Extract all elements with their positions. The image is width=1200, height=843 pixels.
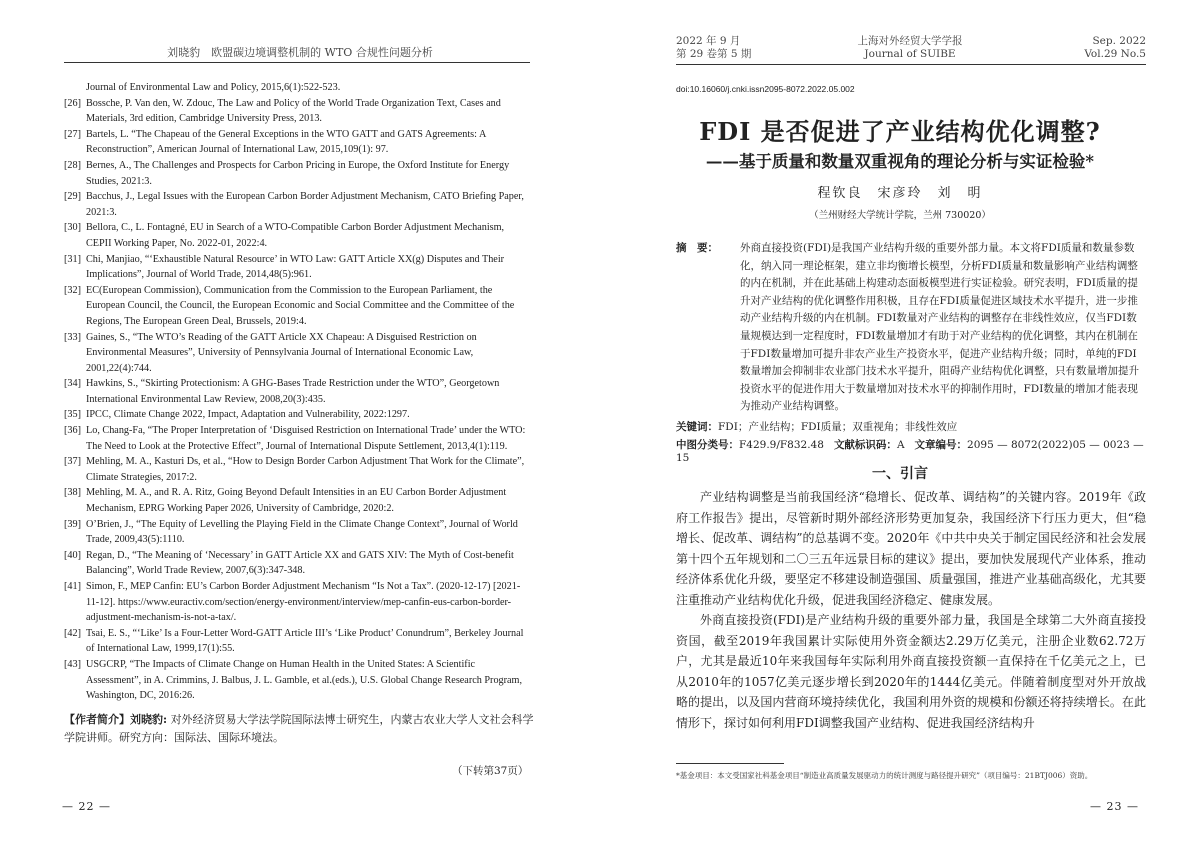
reference-number: [34] <box>64 378 81 390</box>
abstract <box>676 240 1146 416</box>
reference-number: [41] <box>64 581 81 592</box>
reference-list <box>64 80 530 704</box>
volume-en: Vol.29 No.5 <box>1084 48 1146 60</box>
reference-text: Bernes, A., The Challenges and Prospects for Carbon Pricing in Europe, the Oxford Institute for Energy Studies, 2021:3. <box>86 159 510 187</box>
reference-number: [42] <box>64 627 81 639</box>
reference-item <box>64 579 530 626</box>
article-id-label: 文章编号： <box>914 439 968 451</box>
reference-number: [37] <box>64 456 81 468</box>
issue-date-en: Sep. 2022 <box>1092 35 1146 47</box>
reference-text: Chi, Manjiao, “‘Exhaustible Natural Resource’ in WTO Law: GATT Article XX(g) Disputes and Their Implications”, Journal of World Trade, 2014,48(5):961. <box>86 253 505 281</box>
reference-text: Tsai, E. S., “‘Like’ Is a Four-Letter Word-GATT Article III’s ‘Like Product’ Conundrum”, Berkeley Journal of International Law, 1999,17(1):55. <box>86 627 524 655</box>
affiliation: （兰州财经大学统计学院，兰州 730020） <box>809 210 991 221</box>
article-title: FDI 是否促进了产业结构优化调整? <box>699 117 1101 146</box>
abstract-label: 摘 要： <box>676 242 718 254</box>
reference-number: [30] <box>64 222 81 234</box>
reference-item <box>64 158 530 189</box>
reference-number: [26] <box>64 97 81 109</box>
keywords-text: FDI；产业结构；FDI质量；双重视角；非线性效应 <box>718 421 958 433</box>
reference-text: Mehling, M. A., Kasturi Ds, et al., “How to Design Border Carbon Adjustment That Work for the Climate”, Climate Strategies, 2017:2. <box>86 456 525 483</box>
reference-item <box>64 517 530 548</box>
reference-item <box>64 626 530 657</box>
reference-text: EC(European Commission), Communication from the Commission to the European Parliament, the European Council, the Council, the European Economic and Social Committee and the Committee of the Regions, The European Green Deal, Brussels, 2019:4. <box>86 284 515 327</box>
author-bio-label: 【作者简介】刘晓豹: <box>64 713 168 726</box>
reference-item <box>64 252 530 283</box>
reference-text: O’Brien, J., “The Equity of Levelling the Playing Field in the Climate Change Context”, Journal of World Trade, 2009,43(5):1110. <box>86 518 518 546</box>
reference-number: [38] <box>64 487 81 499</box>
reference-item <box>64 189 530 220</box>
reference-text: Bossche, P. Van den, W. Zdouc, The Law and Policy of the World Trade Organization Text, Cases and Materials, 3rd edition, Cambridge University Press, 2013. <box>86 97 501 125</box>
abstract-text: 外商直接投资(FDI)是我国产业结构升级的重要外部力量。本文将FDI质量和数量参数化，纳入同一理论框架，建立非均衡增长模型，分析FDI质量和数量影响产业结构调整的内在机制，并在此基础上构建动态面板模型进行实证检验。研究表明，FDI质量的提升对产业结构的优化调整作用积极，且存在FDI质量促进区域技术水平提升，进一步推动产业结构升级的内在机制。FDI数量对产业结构的调整存在非线性效应，仅当FDI数量规模达到一定程度时，FDI数量增加才有助于对产业结构的优化调整，其内在机制在于FDI数量增加可提升非农产业生产投资水平，促进产业结构升级；同时，单纯的FDI数量增加会抑制非农业部门技术水平提升，阻碍产业结构优化调整，只有数量增加提升投资水平的促进作用大于数量增加对技术水平的抑制作用时，FDI数量的增加才能表现为推动产业结构调整。 <box>740 242 1139 413</box>
header-rule <box>64 62 530 63</box>
reference-number: [31] <box>64 253 81 265</box>
reference-item <box>64 220 530 251</box>
footnote-rule <box>676 763 784 764</box>
reference-number: [28] <box>64 159 81 171</box>
doi: doi:10.16060/j.cnki.issn2095-8072.2022.05.002 <box>676 84 855 94</box>
reference-text: Regan, D., “The Meaning of ‘Necessary’ in GATT Article XX and GATS XIV: The Myth of Cost-benefit Balancing”, World Trade Review, 2007,6(3):347-348. <box>86 549 514 577</box>
reference-number: [27] <box>64 128 81 140</box>
footnote: *基金项目：本文受国家社科基金项目“制造业高质量发展驱动力的统计测度与路径提升研究”（项目编号：21BTJ006）资助。 <box>676 771 1093 780</box>
volume-cn: 第 29 卷第 5 期 <box>676 48 752 60</box>
reference-text: Hawkins, S., “Skirting Protectionism: A GHG-Bases Trade Restriction under the WTO”, Georgetown International Environmental Law Review, 2008,20(3):435. <box>86 378 500 405</box>
reference-item <box>64 376 530 407</box>
reference-text: Lo, Chang-Fa, “The Proper Interpretation of ‘Disguised Restriction on International Trade’ under the WTO: The Need to Look at the Protective Effect”, Journal of International Dispute Settlement, 2013,4(1):119. <box>86 425 526 452</box>
doc-code-label: 文献标识码： <box>833 439 897 451</box>
reference-text: Bartels, L. “The Chapeau of the General Exceptions in the WTO GATT and GATS Agreements: A Reconstruction”, American Journal of International Law, 2015,109(1): 97. <box>86 128 486 156</box>
reference-text: Journal of Environmental Law and Policy, 2015,6(1):522-523. <box>86 82 341 93</box>
reference-number: [36] <box>64 425 81 437</box>
reference-item <box>64 407 530 423</box>
reference-item <box>64 454 530 485</box>
page-number: — 23 — <box>1090 800 1139 813</box>
journal-name-cn: 上海对外经贸大学学报 <box>857 35 963 47</box>
reference-number <box>64 80 86 96</box>
clc-label: 中图分类号： <box>676 439 739 451</box>
reference-number: [35] <box>64 409 81 421</box>
reference-text: USGCRP, “The Impacts of Climate Change on Human Health in the United States: A Scientific Assessment”, in A. Crimmins, J. Balbus, J. L. Gamble, et al.(eds.), U.S. Global Change Research Program, Washington, DC, 2016:26. <box>86 658 523 702</box>
section-heading: 一、引言 <box>872 466 928 482</box>
author-bio-text: 对外经济贸易大学法学院国际法博士研究生，内蒙古农业大学人文社会科学学院讲师。研究方向：国际法、国际环境法。 <box>64 713 534 744</box>
reference-item <box>64 423 530 454</box>
paragraph: 产业结构调整是当前我国经济“稳增长、促改革、调结构”的关键内容。2019年《政府工作报告》提出，尽管新时期外部经济形势更加复杂，我国经济下行压力更大，但“稳增长、促改革、调结构”的总基调不变。2020年《中共中央关于制定国民经济和社会发展第十四个五年规划和二〇三五年远景目标的建议》提出，要加快发展现代产业体系，推动经济体系优化升级，要坚定不移建设制造强国、质量强国，推进产业基础高级化，尤其要注重推动产业结构优化升级，促进我国经济稳定、健康发展。 <box>676 490 1146 607</box>
reference-item <box>64 548 530 579</box>
page-number: — 22 — <box>62 800 111 813</box>
issue-date-cn: 2022 年 9 月 <box>676 35 741 47</box>
reference-text: IPCC, Climate Change 2022, Impact, Adaptation and Vulnerability, 2022:1297. <box>86 409 410 421</box>
reference-item <box>64 330 530 377</box>
reference-text: Bellora, C., L. Fontagné, EU in Search of a WTO-Compatible Carbon Border Adjustment Mechanism, CEPII Working Paper, No. 2022-01, 2022:4. <box>86 222 505 249</box>
article-id-value: 2095 — 8072(2022)05 — 0023 — 15 <box>676 439 1144 464</box>
reference-item <box>64 485 530 516</box>
reference-item <box>64 657 530 704</box>
continued-note: （下转第37页） <box>452 765 529 777</box>
keywords-label: 关键词： <box>676 421 718 433</box>
reference-number: [33] <box>64 331 81 343</box>
author-names: 程钦良 宋彦玲 刘 明 <box>817 186 983 201</box>
reference-text: Bacchus, J., Legal Issues with the European Carbon Border Adjustment Mechanism, CATO Briefing Paper, 2021:3. <box>86 191 524 218</box>
article-subtitle: ——基于质量和数量双重视角的理论分析与实证检验* <box>705 152 1095 171</box>
clc-value: F429.9/F832.48 <box>739 439 824 451</box>
reference-item <box>64 127 530 158</box>
running-head: 刘晓豹 欧盟碳边境调整机制的 WTO 合规性问题分析 <box>167 46 433 59</box>
body-text <box>676 487 1146 733</box>
reference-text: Mehling, M. A., and R. A. Ritz, Going Beyond Default Intensities in an EU Carbon Border Adjustment Mechanism, EPRG Working Paper 2026, University of Cambridge, 2020:2. <box>86 487 507 515</box>
reference-item <box>64 283 530 330</box>
reference-item <box>64 80 530 96</box>
header-rule <box>676 64 1146 65</box>
journal-name-en: Journal of SUIBE <box>864 48 956 60</box>
keywords <box>676 419 1146 434</box>
reference-text: Simon, F., MEP Canfin: EU’s Carbon Border Adjustment Mechanism “Is Not a Tax”. (2020-12-17) [2021-11-12]. https://www.euractiv.com/section/energy-environment/interview/mep-canfin-eus-carbon-border-adjustment-mechanism-is-not-a-tax/. <box>86 581 521 624</box>
reference-number: [43] <box>64 658 81 670</box>
reference-number: [32] <box>64 284 81 296</box>
reference-number: [40] <box>64 549 81 561</box>
author-bio <box>64 711 534 747</box>
doc-code-value: A <box>896 439 905 451</box>
reference-number: [29] <box>64 191 81 203</box>
paragraph: 外商直接投资(FDI)是产业结构升级的重要外部力量，我国是全球第二大外商直接投资国，截至2019年我国累计实际使用外资金额达2.29万亿美元，注册企业数62.72万户，尤其是最近10年来我国每年实际利用外商直接投资额一直保持在千亿美元之上，已从2010年的1057亿美元逐步增长到2020年的1444亿美元。伴随着制度型对外开放战略的提出，以及国内营商环境持续优化，我国利用外资的规模和份额还将持续增长。在此情形下，探讨如何利用FDI调整我国产业结构、促进我国经济结构升 <box>676 613 1146 730</box>
right-page <box>600 0 1200 843</box>
reference-number: [39] <box>64 518 81 530</box>
reference-text: Gaines, S., “The WTO’s Reading of the GATT Article XX Chapeau: A Disguised Restriction on Environmental Measures”, University of Pennsylvania Journal of International Economic Law, 2001,22(4):744. <box>86 331 477 374</box>
reference-item <box>64 96 530 127</box>
classification-line <box>676 437 1146 464</box>
